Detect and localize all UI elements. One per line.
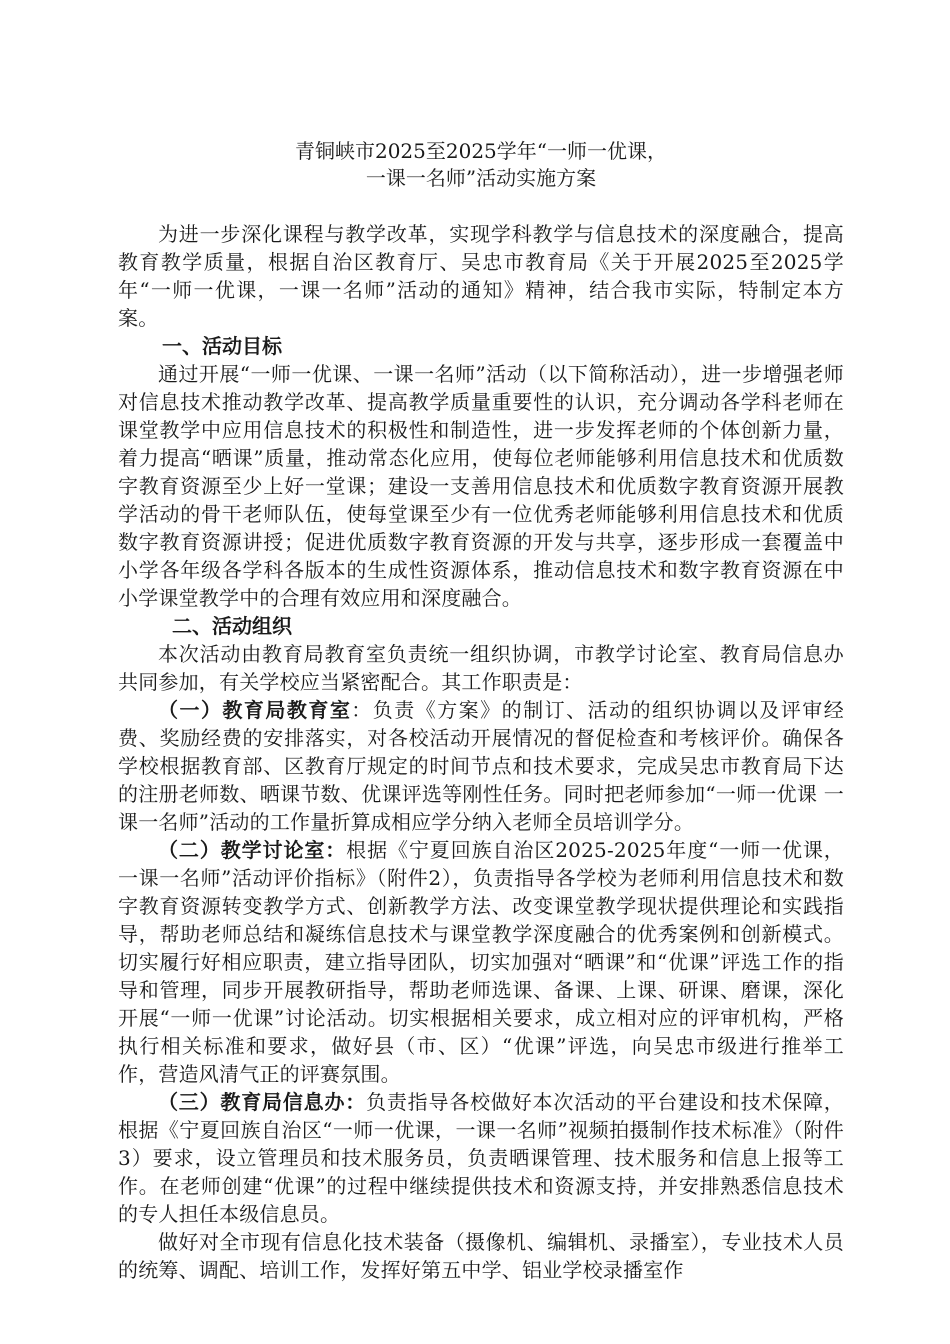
- item-2-paragraph: [118, 836, 844, 1088]
- item-3-paragraph: [118, 1088, 844, 1228]
- last-paragraph: 做好对全市现有信息化技术装备（摄像机、编辑机、录播室），专业技术人员的统筹、调配、培训工作，发挥好第五中学、铝业学校录播室作: [118, 1230, 844, 1282]
- item-1-paragraph: [118, 696, 844, 836]
- item-2-lead: （二）教学讨论室：: [158, 838, 347, 862]
- section-2-heading: 二、活动组织: [172, 614, 292, 638]
- item-1-lead: （一）教育局教育室: [158, 698, 352, 722]
- section-2-body: 本次活动由教育局教育室负责统一组织协调，市教学讨论室、教育局信息办共同参加，有关学校应当紧密配合。其工作职责是：: [118, 642, 844, 694]
- document-page: [118, 138, 844, 1284]
- item-3-body: 负责指导各校做好本次活动的平台建设和技术保障，根据《宁夏回族自治区“一师一优课，一课一名师”视频拍摄制作技术标准》（附件3）要求，设立管理员和技术服务员，负责晒课管理、技术服务和信息上报等工作。在老师创建“优课”的过程中继续提供技术和资源支持，并安排熟悉信息技术的专人担任本级信息员。: [118, 1090, 844, 1226]
- section-1-body: 通过开展“一师一优课、一课一名师”活动（以下简称活动），进一步增强老师对信息技术推动教学改革、提高教学质量重要性的认识，充分调动各学科老师在课堂教学中应用信息技术的积极性和制造性，进一步发挥老师的个体创新力量，着力提高“晒课”质量，推动常态化应用，使每位老师能够利用信息技术和优质数字教育资源至少上好一堂课；建设一支善用信息技术和优质数字教育资源开展教学活动的骨干老师队伍，使每堂课至少有一位优秀老师能够利用信息技术和优质数字教育资源讲授；促进优质数字教育资源的开发与共享，逐步形成一套覆盖中小学各年级各学科各版本的生成性资源体系，推动信息技术和数字教育资源在中小学课堂教学中的合理有效应用和深度融合。: [118, 362, 844, 610]
- title-line-1: 青铜峡市2025至2025学年“一师一优课，: [294, 139, 668, 163]
- title-line-2: 一课一名师”活动实施方案: [365, 166, 597, 190]
- document-title: [118, 138, 844, 192]
- item-2-body: 根据《宁夏回族自治区2025-2025年度“一师一优课，一课一名师”活动评价指标》（附件2），负责指导各学校为老师利用信息技术和数字教育资源转变教学方式、创新教学方法、改变课堂教学现状提供理论和实践指导，帮助老师总结和凝练信息技术与课堂教学深度融合的优秀案例和创新模式。切实履行好相应职责，建立指导团队，切实加强对“晒课”和“优课”评选工作的指导和管理，同步开展教研指导，帮助老师选课、备课、上课、研课、磨课，深化开展“一师一优课”讨论活动。切实根据相关要求，成立相对应的评审机构，严格执行相关标准和要求，做好县（市、区）“优课”评选，向吴忠市级进行推举工作，营造风清气正的评赛氛围。: [118, 838, 844, 1086]
- item-3-lead: （三）教育局信息办：: [158, 1090, 367, 1114]
- section-1-heading: 一、活动目标: [162, 334, 282, 358]
- item-1-body: ：负责《方案》的制订、活动的组织协调以及评审经费、奖励经费的安排落实，对各校活动开展情况的督促检查和考核评价。确保各学校根据教育部、区教育厅规定的时间节点和技术要求，完成吴忠市教育局下达的注册老师数、晒课节数、优课评选等刚性任务。同时把老师参加“一师一优课 一课一名师”活动的工作量折算成相应学分纳入老师全员培训学分。: [118, 698, 844, 834]
- intro-paragraph: 为进一步深化课程与教学改革，实现学科教学与信息技术的深度融合，提高教育教学质量，根据自治区教育厅、吴忠市教育局《关于开展2025至2025学年“一师一优课，一课一名师”活动的通知》精神，结合我市实际，特制定本方案。: [118, 222, 844, 330]
